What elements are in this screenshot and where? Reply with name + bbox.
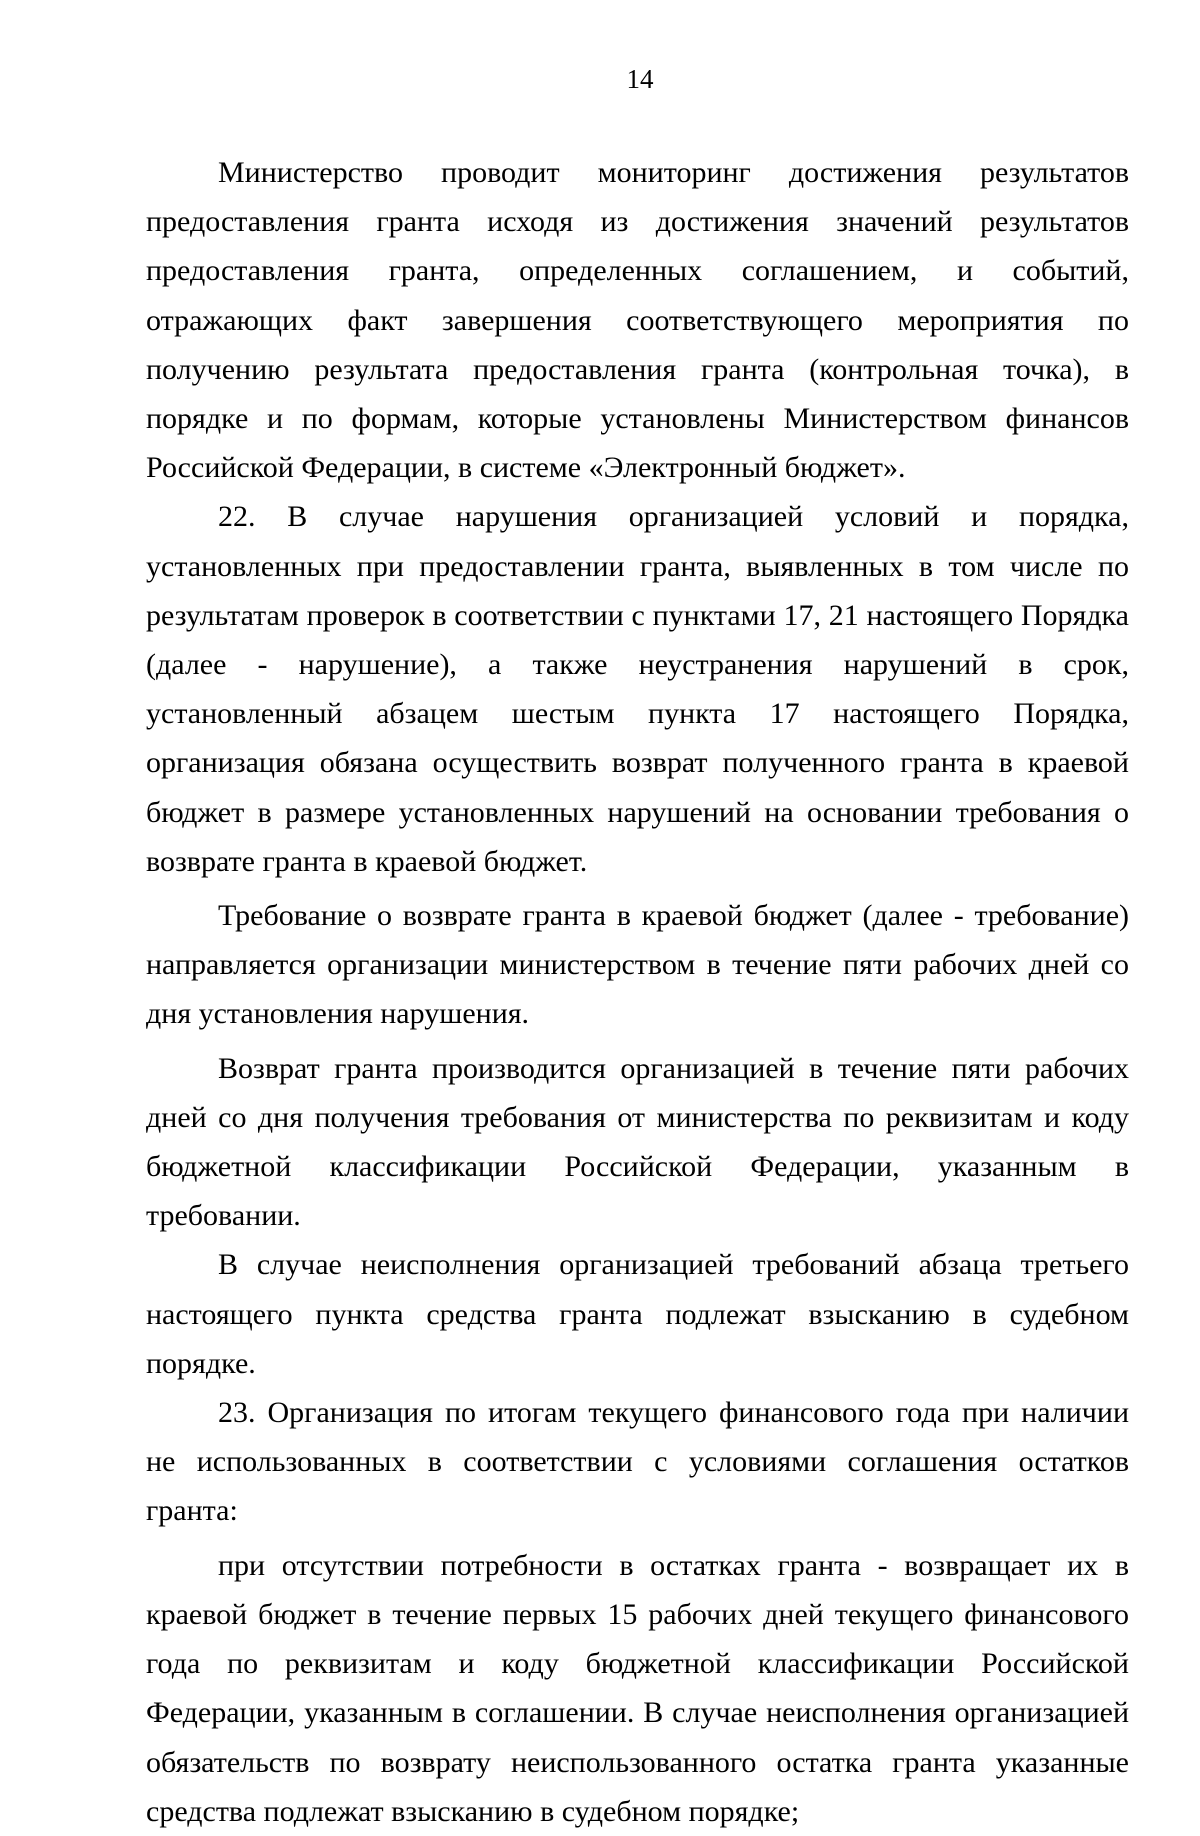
- page-number: 14: [626, 64, 654, 94]
- paragraph-return-procedure: Возврат гранта производится организацией в течение пяти рабочих дней со дня получения требования от министерства по реквизитам и коду бюджетной классификации Российской Федерации, указанным в требовании.: [146, 1051, 1129, 1233]
- document-body: [146, 148, 1129, 1836]
- paragraph-23-remainders: 23. Организация по итогам текущего финансового года при наличии не использованных в соответствии с условиями соглашения остатков гранта:: [146, 1396, 1129, 1528]
- paragraph-monitoring: Министерство проводит мониторинг достижения результатов предоставления гранта исходя из достижения значений результатов предоставления гранта, определенных соглашением, и событий, отражающих факт завершения соответствующего мероприятия по получению результата предоставления гранта (контрольная точка), в порядке и по формам, которые установлены Министерством финансов Российской Федерации, в системе «Электронный бюджет».: [146, 156, 1129, 485]
- paragraph-22-violation: 22. В случае нарушения организацией условий и порядка, установленных при предоставлении гранта, выявленных в том числе по результатам проверок в соответствии с пунктами 17, 21 настоящего Порядка (далее - нарушение), а также неустранения нарушений в срок, установленный абзацем шестым пункта 17 настоящего Порядка, организация обязана осуществить возврат полученного гранта в краевой бюджет в размере установленных нарушений на основании требования о возврате гранта в краевой бюджет.: [146, 500, 1129, 878]
- paragraph-non-fulfillment: В случае неисполнения организацией требований абзаца третьего настоящего пункта средства гранта подлежат взысканию в судебном порядке.: [146, 1248, 1129, 1380]
- paragraph-return-demand: Требование о возврате гранта в краевой бюджет (далее - требование) направляется организации министерством в течение пяти рабочих дней со дня установления нарушения.: [146, 899, 1129, 1031]
- paragraph-no-need-return: при отсутствии потребности в остатках гранта - возвращает их в краевой бюджет в течение первых 15 рабочих дней текущего финансового года по реквизитам и коду бюджетной классификации Российской Федерации, указанным в соглашении. В случае неисполнения организацией обязательств по возврату неиспользованного остатка гранта указанные средства подлежат взысканию в судебном порядке;: [146, 1548, 1129, 1828]
